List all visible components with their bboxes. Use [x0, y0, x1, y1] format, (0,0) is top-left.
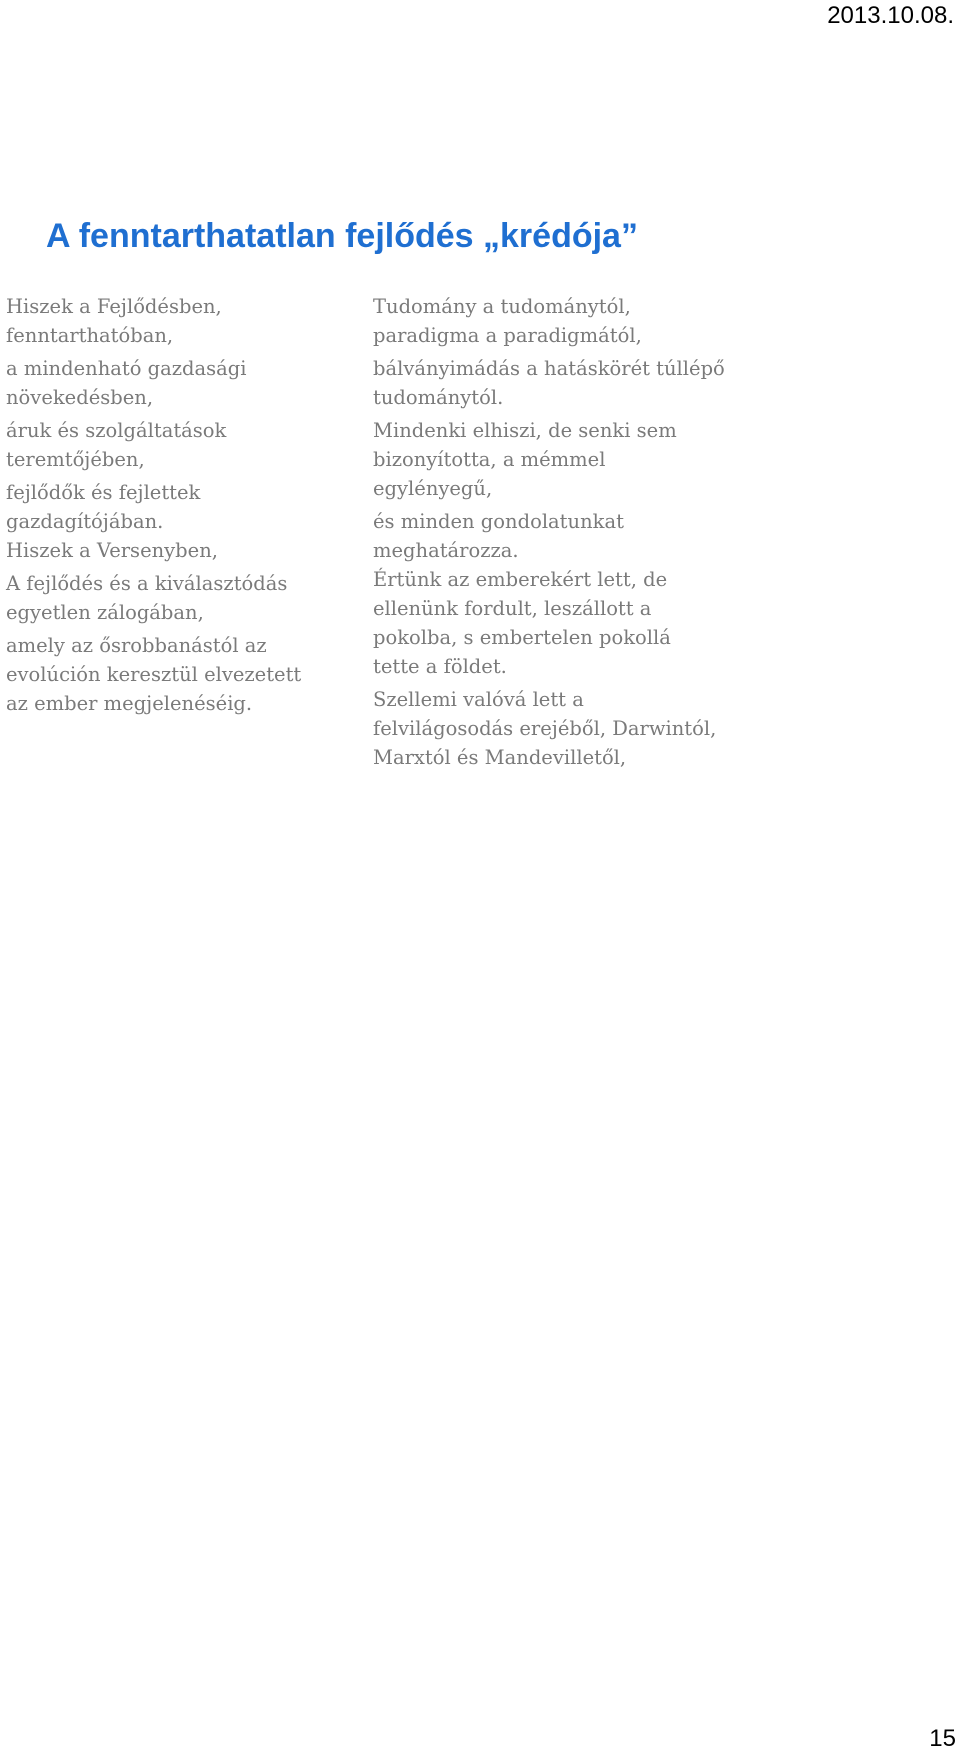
left-paragraph: Hiszek a Versenyben, [6, 539, 218, 562]
right-paragraph: bálványimádás a hatáskörét túllépő tudománytól. [373, 357, 725, 409]
left-column [6, 292, 356, 722]
left-paragraph: Hiszek a Fejlődésben, fenntarthatóban, [6, 295, 222, 347]
right-paragraph: Tudomány a tudománytól, paradigma a paradigmától, [373, 295, 642, 347]
header-date: 2013.10.08. [827, 2, 954, 29]
right-column [373, 292, 793, 776]
left-paragraph: a mindenható gazdasági növekedésben, [6, 357, 247, 409]
right-paragraph: Értünk az emberekért lett, de ellenünk fordult, leszállott a pokolba, s embertelen pokollá tette a földet. [373, 568, 671, 678]
right-paragraph: Mindenki elhiszi, de senki sem bizonyította, a mémmel egylényegű, [373, 419, 677, 500]
slide-title: A fenntarthatatlan fejlődés „krédója” [46, 217, 638, 255]
right-paragraph: és minden gondolatunkat meghatározza. [373, 510, 624, 562]
right-paragraph: Szellemi valóvá lett a felvilágosodás erejéből, Darwintól, Marxtól és Mandevilletől, [373, 688, 717, 769]
left-paragraph: áruk és szolgáltatások teremtőjében, [6, 419, 227, 471]
left-paragraph: fejlődők és fejlettek gazdagítójában. [6, 481, 201, 533]
page-number: 15 [929, 1725, 956, 1752]
left-paragraph: A fejlődés és a kiválasztódás egyetlen zálogában, [6, 572, 288, 624]
left-paragraph: amely az ősrobbanástól az evolúción keresztül elvezetett az ember megjelenéséig. [6, 634, 302, 715]
